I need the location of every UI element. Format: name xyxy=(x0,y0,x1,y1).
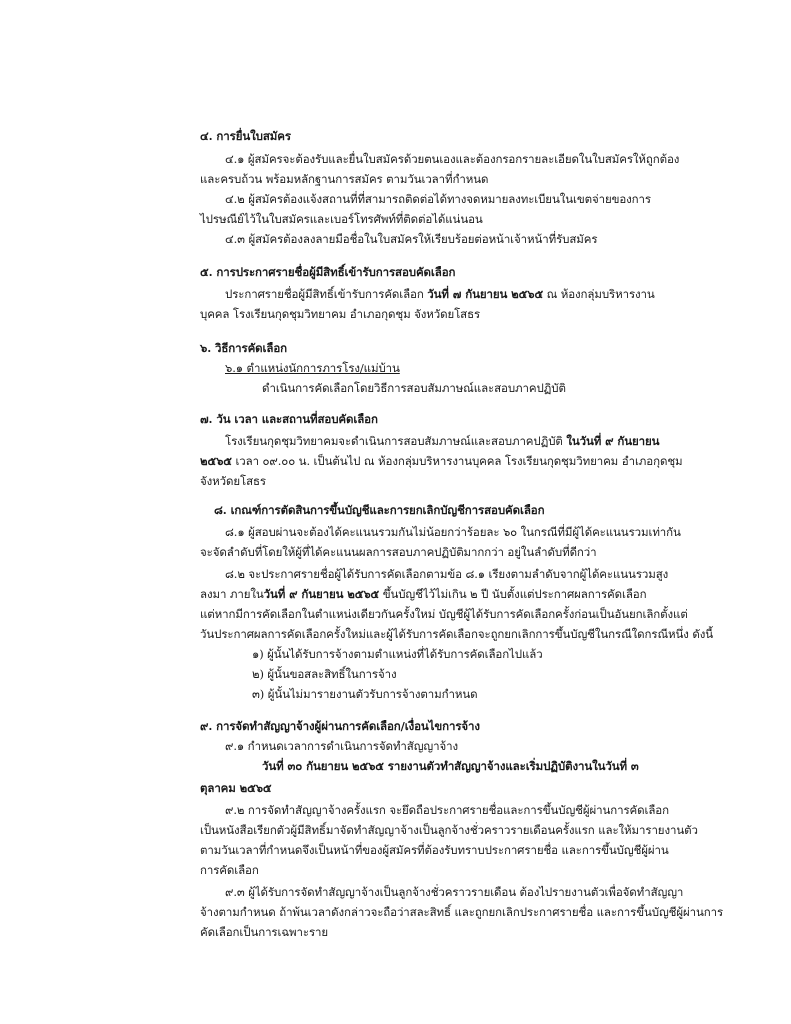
section-9-1-line1: ๙.๑ กำหนดเวลาการดำเนินการจัดทำสัญญาจ้าง xyxy=(225,739,458,753)
section-4-1-line2: และครบถ้วน พร้อมหลักฐานการสมัคร ตามวันเวลาที่กำหนด xyxy=(200,172,489,186)
section-4-heading: ๔. การยื่นใบสมัคร xyxy=(200,129,291,143)
section-4-1-line1: ๔.๑ ผู้สมัครจะต้องรับและยื่นใบสมัครด้วยตนเองและต้องกรอกรายละเอียดในใบสมัครให้ถูกต้อง xyxy=(225,152,680,166)
section-9-2-line3: ตามวันเวลาที่กำหนดจึงเป็นหน้าที่ของผู้สมัครที่ต้องรับทราบประกาศรายชื่อ และการขึ้นบัญชีผู้ผ่าน xyxy=(200,843,669,857)
section-5-heading: ๕. การประกาศรายชื่อผู้มีสิทธิ์เข้ารับการสอบคัดเลือก xyxy=(200,265,456,279)
section-8-2-line3: แต่หากมีการคัดเลือกในตำแหน่งเดียวกันครั้งใหม่ บัญชีผู้ได้รับการคัดเลือกครั้งก่อนเป็นอันยกเลิกตั้งแต่ xyxy=(200,607,688,621)
section-8-2-line4: วันประกาศผลการคัดเลือกครั้งใหม่และผู้ได้รับการคัดเลือกจะถูกยกเลิกการขึ้นบัญชีในกรณีใดกรณีหนึ่ง ดังนี้ xyxy=(200,627,713,641)
section-5-line1 xyxy=(225,286,655,302)
section-8-2-line1: ๘.๒ จะประกาศรายชื่อผู้ได้รับการคัดเลือกตามข้อ ๘.๑ เรียงตามลำดับจากผู้ได้คะแนนรวมสูง xyxy=(225,567,669,581)
section-6-1-subheading: ๖.๑ ตำแหน่งนักการภารโรง/แม่บ้าน xyxy=(225,361,400,375)
section-7-line1 xyxy=(225,433,659,449)
section-4-3: ๔.๓ ผู้สมัครต้องลงลายมือชื่อในใบสมัครให้เรียบร้อยต่อหน้าเจ้าหน้าที่รับสมัคร xyxy=(225,232,598,246)
section-5-date: วันที่ ๗ กันยายน ๒๕๖๕ xyxy=(427,287,544,301)
section-9-3-line2: จ้างตามกำหนด ถ้าพ้นเวลาดังกล่าวจะถือว่าสละสิทธิ์ และถูกยกเลิกประกาศรายชื่อ และการขึ้นบัญชีผู้ผ่านการ xyxy=(200,905,724,919)
section-7-year: ๒๕๖๕ xyxy=(200,454,232,468)
section-9-2-line2: เป็นหนังสือเรียกตัวผู้มีสิทธิ์มาจัดทำสัญญาจ้างเป็นลูกจ้างชั่วคราวรายเดือนครั้งแรก และให้มารายงานตัว xyxy=(200,823,698,837)
section-9-3-line1: ๙.๓ ผู้ได้รับการจัดทำสัญญาจ้างเป็นลูกจ้างชั่วคราวรายเดือน ต้องไปรายงานตัวเพื่อจัดทำสัญญา xyxy=(225,885,684,899)
section-9-3-line3: คัดเลือกเป็นการเฉพาะราย xyxy=(200,925,329,939)
section-5-line1-text: ประกาศรายชื่อผู้มีสิทธิ์เข้ารับการคัดเลือก xyxy=(225,287,428,301)
section-8-item-1: ๑) ผู้นั้นได้รับการจ้างตามตำแหน่งที่ได้รับการคัดเลือกไปแล้ว xyxy=(252,647,543,661)
section-7-line1-text: โรงเรียนกุดชุมวิทยาคมจะดำเนินการสอบสัมภาษณ์และสอบภาคปฏิบัติ xyxy=(225,434,567,448)
section-8-item-2: ๒) ผู้นั้นขอสละสิทธิ์ในการจ้าง xyxy=(252,667,397,681)
section-5-line2: บุคคล โรงเรียนกุดชุมวิทยาคม อำเภอกุดชุม จังหวัดยโสธร xyxy=(200,307,481,321)
section-7-line2-text: เวลา ๐๙.๐๐ น. เป็นต้นไป ณ ห้องกลุ่มบริหารงานบุคคล โรงเรียนกุดชุมวิทยาคม อำเภอกุดชุม xyxy=(231,454,683,468)
section-8-2-line2 xyxy=(200,586,646,602)
section-8-heading: ๘. เกณฑ์การตัดสินการขึ้นบัญชีและการยกเลิกบัญชีการสอบคัดเลือก xyxy=(214,503,545,517)
section-6-heading: ๖. วิธีการคัดเลือก xyxy=(200,341,287,355)
section-9-2-line1: ๙.๒ การจัดทำสัญญาจ้างครั้งแรก จะยึดถือประกาศรายชื่อและการขึ้นบัญชีผู้ผ่านการคัดเลือก xyxy=(225,803,669,817)
section-4-2-line2: ไปรษณีย์ไว้ในใบสมัครและเบอร์โทรศัพท์ที่ติดต่อได้แน่นอน xyxy=(200,212,483,226)
section-8-item-3: ๓) ผู้นั้นไม่มารายงานตัวรับการจ้างตามกำหนด xyxy=(252,687,478,701)
section-7-line3: จังหวัดยโสธร xyxy=(200,474,266,488)
section-5-line1-tail: ณ ห้องกลุ่มบริหารงาน xyxy=(543,287,655,301)
section-7-heading: ๗. วัน เวลา และสถานที่สอบคัดเลือก xyxy=(200,412,378,426)
section-8-2-line2-text: ลงมา ภายใน xyxy=(200,587,264,601)
section-9-1-line2: วันที่ ๓๐ กันยายน ๒๕๖๕ รายงานตัวทำสัญญาจ้างและเริ่มปฏิบัติงานในวันที่ ๓ xyxy=(262,759,639,773)
section-4-2-line1: ๔.๒ ผู้สมัครต้องแจ้งสถานที่ที่สามารถติดต่อได้ทางจดหมายลงทะเบียนในเขตจ่ายของการ xyxy=(225,192,651,206)
section-8-1-line1: ๘.๑ ผู้สอบผ่านจะต้องได้คะแนนรวมกันไม่น้อยกว่าร้อยละ ๖๐ ในกรณีที่มีผู้ได้คะแนนรวมเท่ากัน xyxy=(225,525,681,539)
section-7-line2 xyxy=(200,453,683,469)
section-8-2-line2-tail: ขึ้นบัญชีไว้ไม่เกิน ๒ ปี นับตั้งแต่ประกาศผลการคัดเลือก xyxy=(379,587,647,601)
section-8-1-line2: จะจัดลำดับที่โดยให้ผู้ที่ได้คะแนนผลการสอบภาคปฏิบัติมากกว่า อยู่ในลำดับที่ดีกว่า xyxy=(200,545,597,559)
section-9-heading: ๙. การจัดทำสัญญาจ้างผู้ผ่านการคัดเลือก/เงื่อนไขการจ้าง xyxy=(200,719,480,733)
section-7-date: ในวันที่ ๙ กันยายน xyxy=(566,434,660,448)
section-9-1-line3: ตุลาคม ๒๕๖๕ xyxy=(200,781,272,795)
section-8-2-date: วันที่ ๙ กันยายน ๒๕๖๕ xyxy=(263,587,380,601)
section-9-2-line4: การคัดเลือก xyxy=(200,863,259,877)
section-6-1-text: ดำเนินการคัดเลือกโดยวิธีการสอบสัมภาษณ์และสอบภาคปฏิบัติ xyxy=(262,381,566,395)
